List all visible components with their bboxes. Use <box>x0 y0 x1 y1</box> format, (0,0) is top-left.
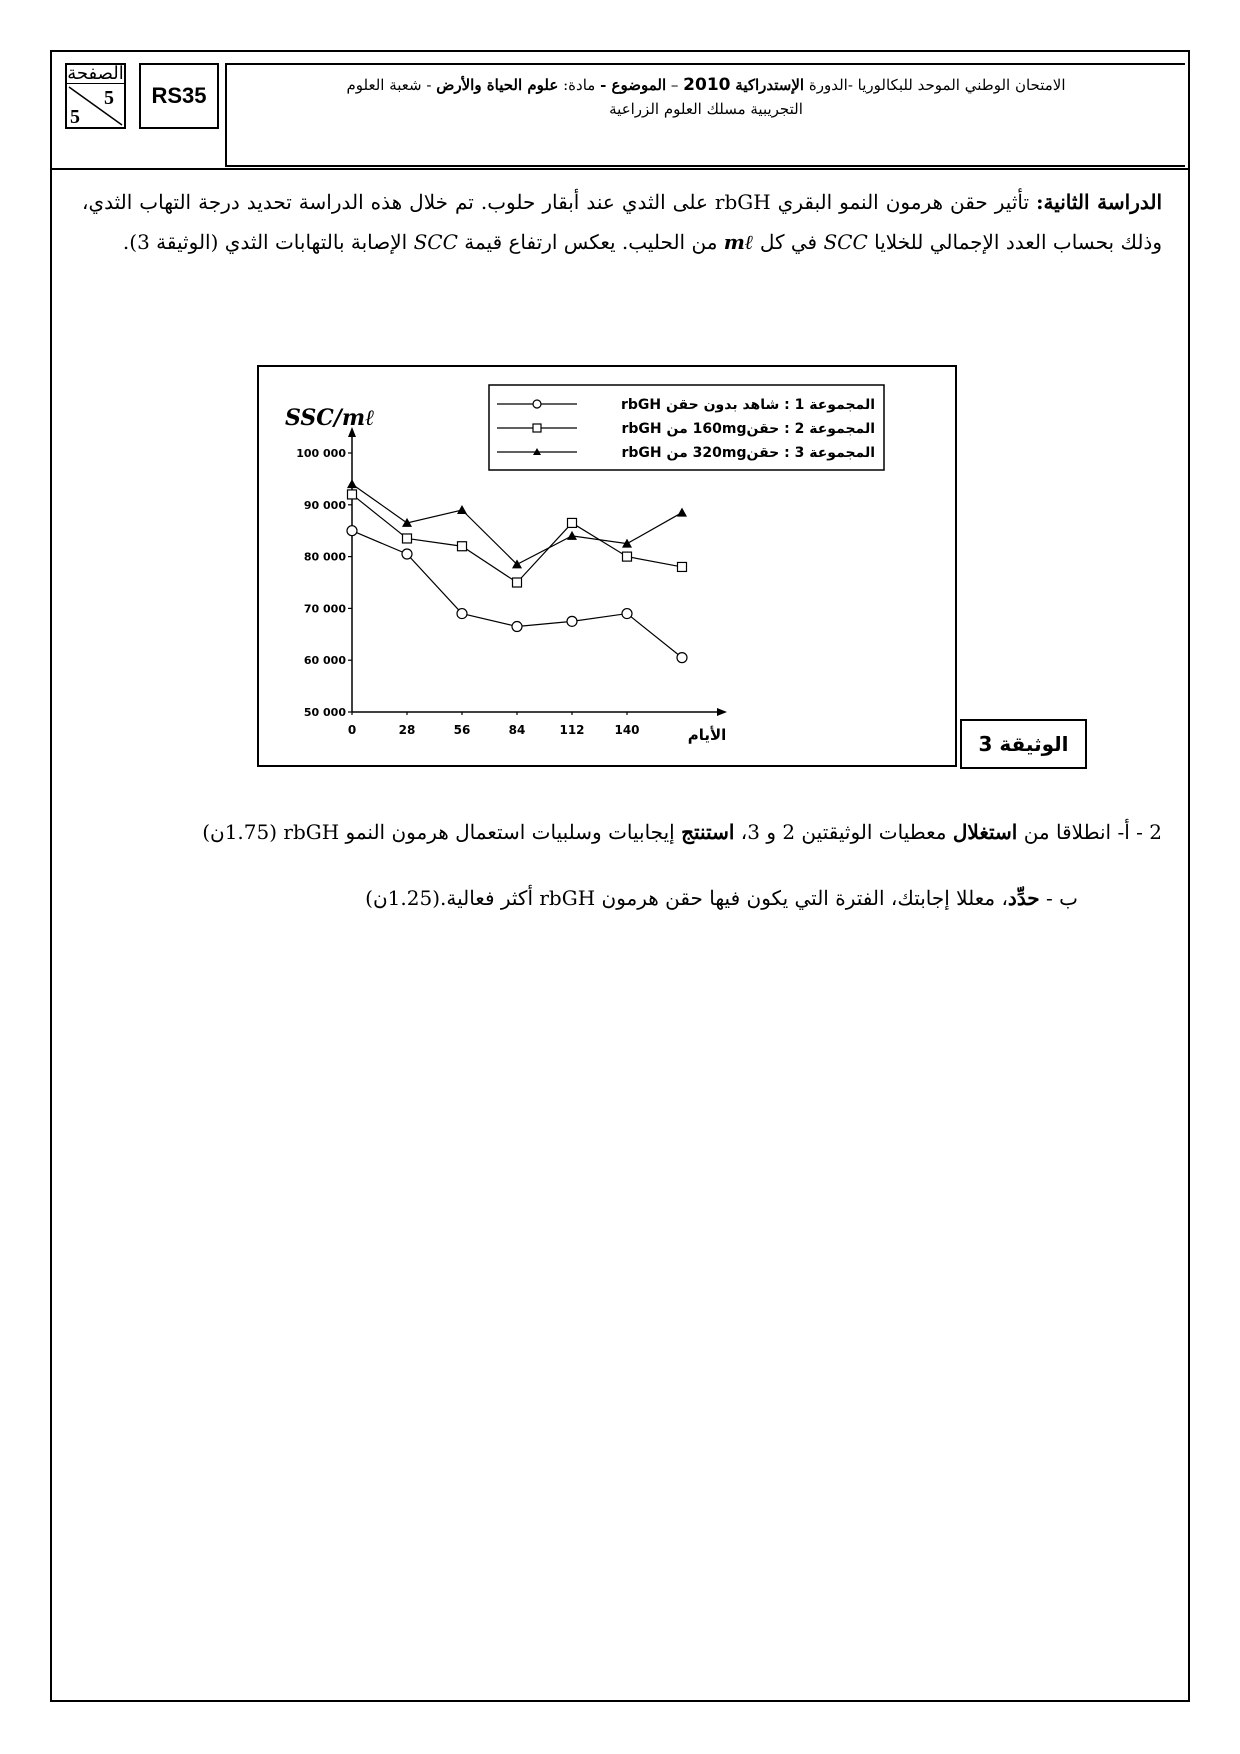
intro-text: الإصابة بالتهابات الثدي (الوثيقة 3). <box>122 230 414 254</box>
data-point-square <box>348 490 357 499</box>
x-tick-label: 0 <box>347 723 357 737</box>
question-keyword: استغلال <box>952 820 1018 844</box>
title-part: الامتحان الوطني الموحد للبكالوريا -الدورة <box>804 76 1066 94</box>
legend-entry: المجموعة 3 : حقن320mg من rbGH <box>621 445 875 461</box>
intro-text: في كل <box>753 230 824 254</box>
title-line-2: التجريبية مسلك العلوم الزراعية <box>609 100 803 118</box>
data-point-triangle <box>347 479 357 488</box>
data-point-circle <box>677 653 687 663</box>
y-tick-label: 90 000 <box>303 498 346 512</box>
question-text: ، معللا إجابتك، الفترة التي يكون فيها حقن هرمون rbGH أكثر فعالية.(1.25ن) <box>365 886 1008 910</box>
x-tick-label: 140 <box>614 723 640 737</box>
data-point-square <box>458 542 467 551</box>
page-number-box <box>65 63 126 129</box>
title-part: مادة: <box>558 76 601 94</box>
data-point-triangle <box>567 531 577 540</box>
data-point-square <box>403 534 412 543</box>
title-part: - شعبة العلوم <box>346 76 437 94</box>
scc-term: SCC <box>823 230 868 254</box>
data-point-square <box>513 578 522 587</box>
document-label: الوثيقة 3 <box>960 719 1087 769</box>
intro-heading: الدراسة الثانية: <box>1036 190 1162 214</box>
scc-term: SCC <box>413 230 458 254</box>
page-frame <box>50 50 1190 1702</box>
data-point-circle <box>512 622 522 632</box>
data-point-triangle <box>677 508 687 517</box>
y-axis-label: SSC/mℓ <box>285 405 375 431</box>
data-point-square <box>623 552 632 561</box>
y-tick-label: 60 000 <box>303 654 346 668</box>
page-number: 5 <box>104 87 114 109</box>
legend-entry: المجموعة 1 : شاهد بدون حقن rbGH <box>620 397 875 413</box>
header-divider <box>52 168 1188 170</box>
question-text: معطيات الوثيقتين 2 و 3، <box>734 820 953 844</box>
title-subject: علوم الحياة والأرض <box>436 76 559 94</box>
y-tick-label: 50 000 <box>303 706 346 719</box>
exam-title <box>225 63 1185 167</box>
question-a <box>82 812 1162 852</box>
title-year: 2010 <box>683 75 731 95</box>
legend-marker-square <box>533 424 541 432</box>
intro-paragraph <box>82 182 1162 262</box>
data-point-square <box>678 562 687 571</box>
page-label: الصفحة <box>67 63 124 83</box>
x-tick-label: 28 <box>398 723 416 737</box>
legend-marker-circle <box>533 400 541 408</box>
data-point-square <box>568 518 577 527</box>
question-keyword: حدِّد <box>1007 886 1040 910</box>
ml-unit: mℓ <box>723 230 754 254</box>
title-subject-label: الموضوع - <box>600 76 667 94</box>
chart-svg <box>257 365 957 767</box>
question-b <box>365 878 1078 918</box>
data-point-circle <box>622 609 632 619</box>
legend-entry: المجموعة 2 : حقن160mg من rbGH <box>621 421 875 437</box>
data-point-circle <box>402 549 412 559</box>
series-line-1 <box>352 531 682 658</box>
question-text: إيجابيات وسلبيات استعمال هرمون النمو rbGH (1.75ن) <box>202 820 682 844</box>
x-tick-label: 56 <box>453 723 471 737</box>
title-session: الإستدراكية <box>735 76 805 94</box>
document-3-chart <box>257 365 957 771</box>
question-text: 2 - أ- انطلاقا من <box>1017 820 1162 844</box>
question-text: ب - <box>1039 886 1078 910</box>
y-tick-label: 80 000 <box>303 550 346 564</box>
y-tick-label: 70 000 <box>303 602 346 616</box>
x-axis-arrow <box>717 708 727 716</box>
data-point-circle <box>457 609 467 619</box>
intro-text: تأثير حقن هرمون النمو البقري rbGH على الثدي عند أبقار حلوب. تم خلال هذه الدراسة تحديد درجة التهاب الثدي، وذلك بحساب العدد الإجمالي للخلايا <box>82 190 1162 254</box>
exam-code: RS35 <box>139 63 219 129</box>
title-part: – <box>666 76 684 94</box>
data-point-triangle <box>457 505 467 514</box>
page-total: 5 <box>70 106 80 128</box>
y-tick-label: 100 000 <box>296 447 346 460</box>
data-point-circle <box>567 616 577 626</box>
data-point-circle <box>347 526 357 536</box>
series-line-2 <box>352 494 682 582</box>
question-keyword: استنتج <box>681 820 735 844</box>
intro-text: من الحليب. يعكس ارتفاع قيمة <box>457 230 724 254</box>
x-tick-label: 112 <box>559 723 585 737</box>
x-axis-label: الأيام <box>687 726 727 744</box>
title-line-1 <box>227 73 1185 97</box>
exam-header <box>52 52 1188 170</box>
x-tick-label: 84 <box>508 723 526 737</box>
